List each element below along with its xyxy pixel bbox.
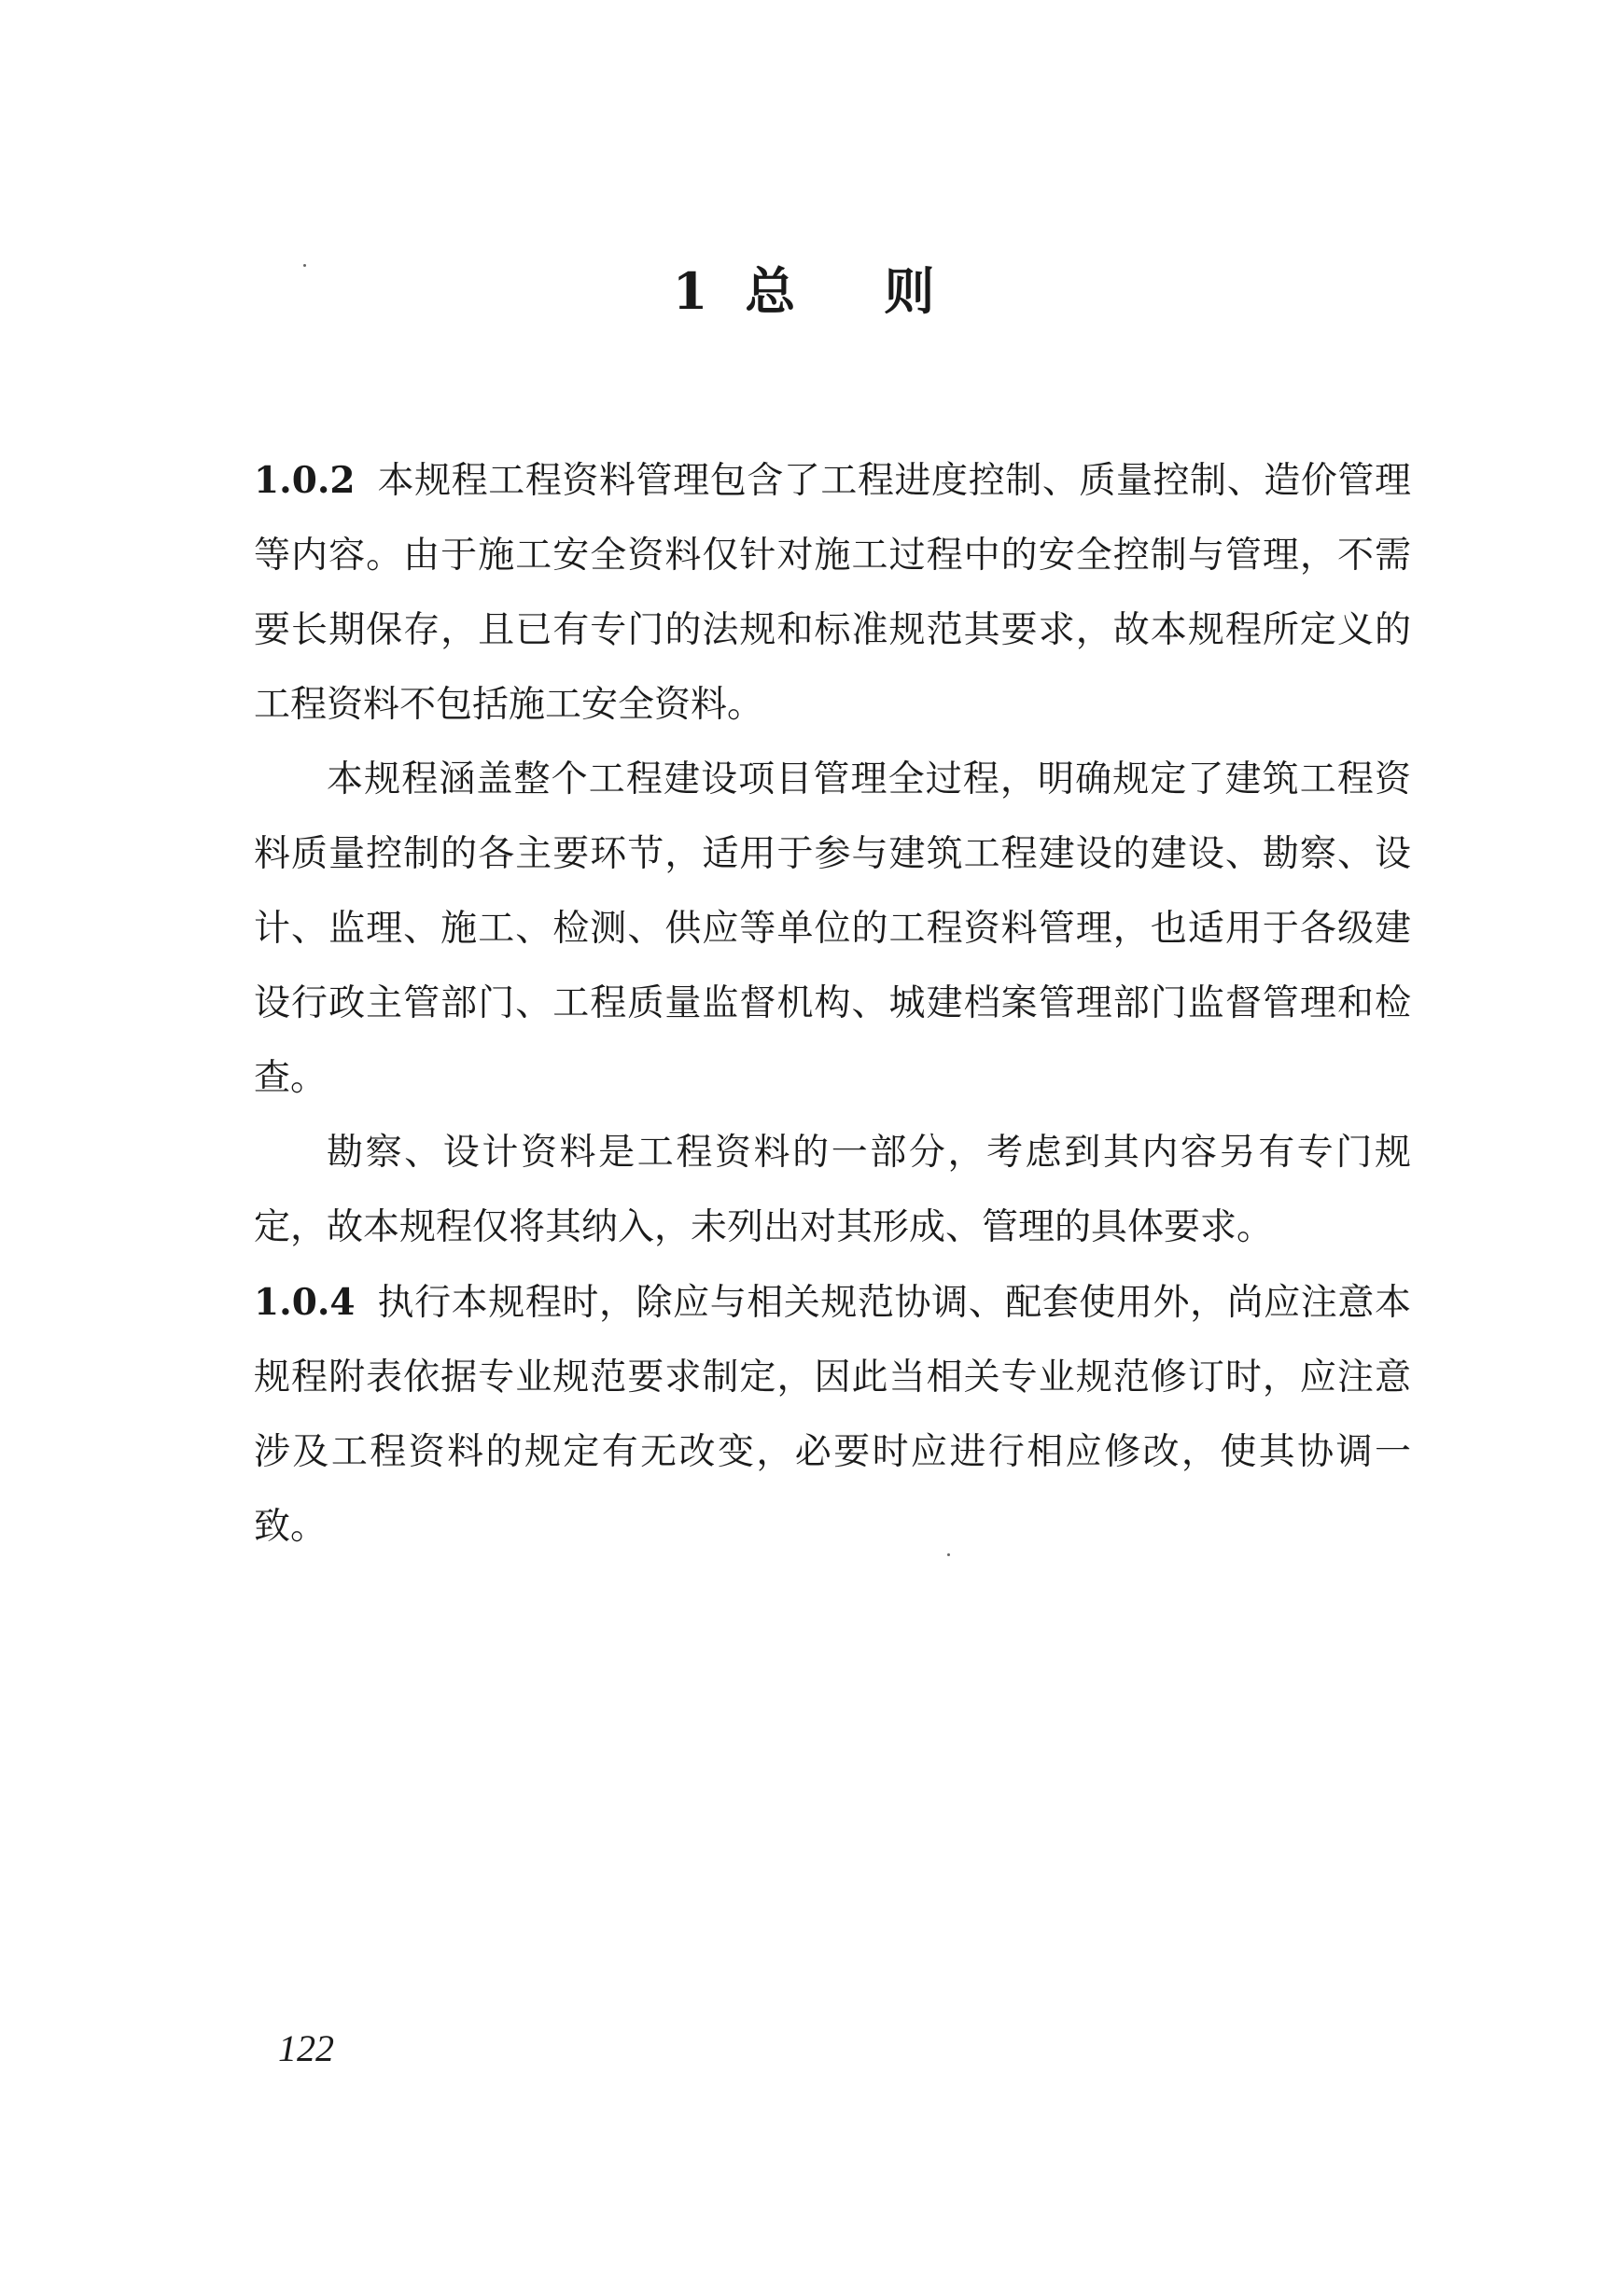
paragraph-text: 本规程工程资料管理包含了工程进度控制、质量控制、造价管理等内容。由于施工安全资料仅针对施工过程中的安全控制与管理，不需要长期保存，且已有专门的法规和标准规范其要求，故本规程所定义的工程资料不包括施工安全资料。 xyxy=(254,460,1411,726)
paragraph-text: 执行本规程时，除应与相关规范协调、配套使用外，尚应注意本规程附表依据专业规范要求制定，因此当相关专业规范修订时，应注意涉及工程资料的规定有无改变，必要时应进行相应修改，使其协调一致。 xyxy=(254,1282,1411,1548)
chapter-title xyxy=(0,261,1607,321)
paragraph xyxy=(254,743,1411,1116)
page-number: 122 xyxy=(278,2027,334,2069)
paragraph xyxy=(254,1116,1411,1265)
body-text xyxy=(254,443,1411,1565)
paragraph-clause-1-0-2 xyxy=(254,443,1411,743)
clause-number: 1.0.4 xyxy=(254,1281,356,1324)
chapter-number: 1 xyxy=(672,261,708,321)
paragraph-clause-1-0-4 xyxy=(254,1265,1411,1565)
paragraph-text: 本规程涵盖整个工程建设项目管理全过程，明确规定了建筑工程资料质量控制的各主要环节，适用于参与建筑工程建设的建设、勘察、设计、监理、施工、检测、供应等单位的工程资料管理，也适用于各级建设行政主管部门、工程质量监督机构、城建档案管理部门监督管理和检查。 xyxy=(254,758,1411,1099)
clause-number: 1.0.2 xyxy=(254,459,356,502)
chapter-title-char-1: 总 xyxy=(745,261,796,321)
paragraph-text: 勘察、设计资料是工程资料的一部分，考虑到其内容另有专门规定，故本规程仅将其纳入，未列出对其形成、管理的具体要求。 xyxy=(254,1132,1411,1248)
chapter-title-char-2: 则 xyxy=(884,261,935,321)
